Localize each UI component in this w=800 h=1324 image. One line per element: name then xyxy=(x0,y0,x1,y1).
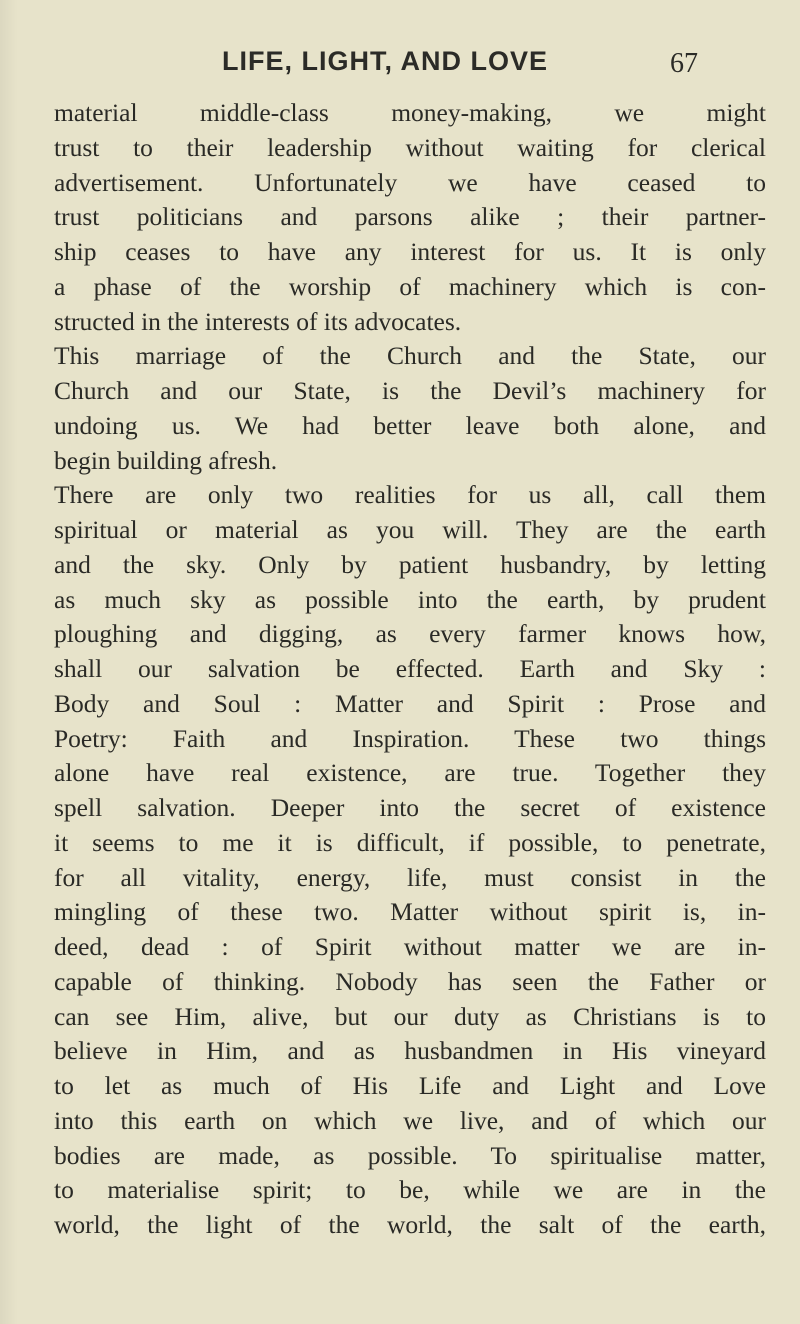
text-line: ploughing and digging, as every farmer knows how, xyxy=(54,619,766,649)
text-line: it seems to me it is difficult, if possible, to penetrate, xyxy=(54,827,766,857)
text-line: trust to their leadership without waiting for clerical xyxy=(54,132,766,162)
text-line: structed in the interests of its advocates. xyxy=(54,306,462,336)
text-line: capable of thinking. Nobody has seen the Father or xyxy=(54,966,766,996)
text-line: material middle-class money-making, we might xyxy=(54,98,766,127)
body-text xyxy=(54,96,766,1243)
text-line: Body and Soul : Matter and Spirit : Prose and xyxy=(54,688,766,718)
running-head: LIFE, LIGHT, AND LOVE xyxy=(221,46,548,76)
text-line: can see Him, alive, but our duty as Christians is to xyxy=(54,1001,766,1031)
text-line: bodies are made, as possible. To spiritualise matter, xyxy=(54,1140,766,1170)
text-line: a phase of the worship of machinery which is con- xyxy=(54,271,766,301)
text-line: mingling of these two. Matter without spirit is, in- xyxy=(54,897,766,927)
text-line: into this earth on which we live, and of which our xyxy=(54,1105,766,1135)
text-line: trust politicians and parsons alike ; their partner- xyxy=(54,202,766,232)
text-line: deed, dead : of Spirit without matter we are in- xyxy=(54,932,766,961)
text-line: ship ceases to have any interest for us. It is only xyxy=(54,237,766,266)
text-line: undoing us. We had better leave both alone, and xyxy=(54,410,766,440)
text-line: as much sky as possible into the earth, by prudent xyxy=(54,584,766,614)
text-line: for all vitality, energy, life, must consist in the xyxy=(54,862,766,892)
text-line: advertisement. Unfortunately we have ceased to xyxy=(54,167,766,197)
text-line: This marriage of the Church and the State, our xyxy=(54,341,766,371)
text-line: world, the light of the world, the salt of the earth, xyxy=(54,1210,766,1239)
text-line: and the sky. Only by patient husbandry, by letting xyxy=(54,549,766,579)
text-line: Church and our State, is the Devil’s machinery for xyxy=(54,376,766,405)
text-line: to materialise spirit; to be, while we are in the xyxy=(54,1175,766,1205)
text-line: alone have real existence, are true. Together they xyxy=(54,758,766,788)
page-header xyxy=(0,46,800,86)
text-line: believe in Him, and as husbandmen in His vineyard xyxy=(54,1036,766,1066)
text-line: begin building afresh. xyxy=(54,445,278,475)
page-number: 67 xyxy=(670,48,698,79)
text-line: shall our salvation be effected. Earth and Sky : xyxy=(54,654,766,683)
text-line: spell salvation. Deeper into the secret of existence xyxy=(54,793,766,822)
text-line: Poetry: Faith and Inspiration. These two things xyxy=(54,723,766,753)
text-line: There are only two realities for us all, call them xyxy=(54,480,766,510)
text-line: to let as much of His Life and Light and Love xyxy=(54,1071,766,1100)
text-line: spiritual or material as you will. They are the earth xyxy=(54,515,766,544)
